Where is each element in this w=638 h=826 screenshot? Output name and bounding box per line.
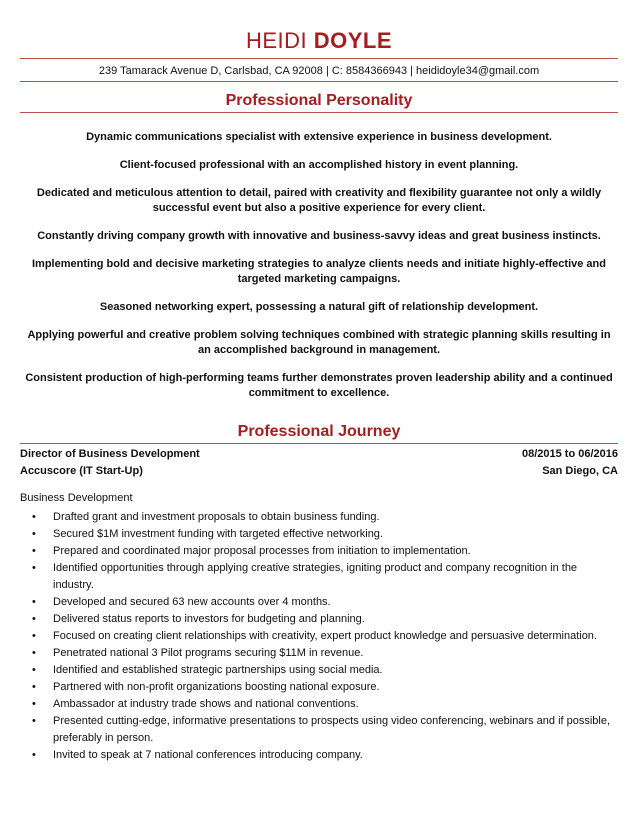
job-dates: 08/2015 to 06/2016 <box>521 448 618 460</box>
bullet-icon: • <box>32 647 36 659</box>
personality-divider <box>20 112 618 113</box>
header-divider <box>20 58 618 59</box>
bullet-icon: • <box>32 545 36 557</box>
job-duties-list <box>20 509 618 764</box>
bullet-icon: • <box>32 698 36 710</box>
duty-text: Prepared and coordinated major proposal processes from initiation to implementation. <box>53 545 471 557</box>
bullet-icon: • <box>32 613 36 625</box>
job-position: Director of Business Development <box>20 448 200 460</box>
bullet-icon: • <box>32 511 36 523</box>
duty-text: Penetrated national 3 Pilot programs securing $11M in revenue. <box>53 647 364 659</box>
duty-text: Focused on creating client relationships with creativity, expert product knowledge and persuasive determination. <box>53 630 597 642</box>
duty-text: Drafted grant and investment proposals to obtain business funding. <box>53 511 380 523</box>
duty-text: Presented cutting-edge, informative presentations to prospects using video conferencing, webinars and if possible, preferably in person. <box>53 715 611 744</box>
first-name: HEIDI <box>245 28 308 53</box>
job-entry <box>20 446 618 764</box>
bullet-icon: • <box>32 528 36 540</box>
personality-statement: Applying powerful and creative problem solving techniques combined with strategic planning skills resulting in an accomplished background in management. <box>27 329 611 356</box>
duty-item <box>20 611 618 628</box>
bullet-icon: • <box>32 749 36 761</box>
candidate-name <box>20 27 618 55</box>
contact-divider <box>20 81 618 82</box>
duty-item <box>20 543 618 560</box>
duty-text: Identified opportunities through applying creative strategies, igniting product and company recognition in the industry. <box>53 562 578 591</box>
job-company-row <box>20 463 618 480</box>
duty-text: Partnered with non-profit organizations boosting national exposure. <box>53 681 380 693</box>
job-header-row <box>20 446 618 463</box>
duty-item <box>20 526 618 543</box>
duty-text: Ambassador at industry trade shows and national conventions. <box>53 698 359 710</box>
job-company: Accuscore (IT Start-Up) <box>20 465 143 477</box>
section-title-personality: Professional Personality <box>225 92 413 109</box>
duty-item <box>20 696 618 713</box>
resume-page <box>20 0 618 764</box>
personality-statement: Consistent production of high-performing teams further demonstrates proven leadership ability and a continued commitment to excellence. <box>25 372 613 399</box>
job-department: Business Development <box>20 492 133 504</box>
personality-statement: Dedicated and meticulous attention to detail, paired with creativity and flexibility guarantee not only a wildly successful event but also a positive experience for every client. <box>36 187 602 214</box>
duty-text: Secured $1M investment funding with targeted effective networking. <box>53 528 383 540</box>
duty-item <box>20 560 618 594</box>
duty-item <box>20 509 618 526</box>
duty-item <box>20 628 618 645</box>
personality-statement: Client-focused professional with an accomplished history in event planning. <box>119 159 519 171</box>
personality-statement: Dynamic communications specialist with extensive experience in business development. <box>86 131 552 143</box>
personality-statement: Seasoned networking expert, possessing a natural gift of relationship development. <box>99 301 539 313</box>
duty-text: Delivered status reports to investors for budgeting and planning. <box>53 613 365 625</box>
duty-item <box>20 594 618 611</box>
duty-item <box>20 679 618 696</box>
personality-statement: Implementing bold and decisive marketing strategies to analyze clients needs and initiate highly-effective and targeted marketing campaigns. <box>32 258 606 285</box>
section-title-journey: Professional Journey <box>237 423 401 440</box>
personality-statements <box>20 130 618 401</box>
duty-item <box>20 645 618 662</box>
duty-text: Developed and secured 63 new accounts over 4 months. <box>53 596 331 608</box>
job-location: San Diego, CA <box>542 465 618 477</box>
bullet-icon: • <box>32 596 36 608</box>
duty-item <box>20 747 618 764</box>
bullet-icon: • <box>32 630 36 642</box>
bullet-icon: • <box>32 562 36 574</box>
journey-divider <box>20 443 618 444</box>
contact-line: 239 Tamarack Avenue D, Carlsbad, CA 92008 | C: 8584366943 | heididoyle34@gmail.com <box>98 65 540 77</box>
duty-item <box>20 713 618 747</box>
bullet-icon: • <box>32 664 36 676</box>
duty-item <box>20 662 618 679</box>
bullet-icon: • <box>32 715 36 727</box>
personality-statement: Constantly driving company growth with innovative and business-savvy ideas and great business instincts. <box>37 230 601 242</box>
duty-text: Identified and established strategic partnerships using social media. <box>53 664 383 676</box>
duty-text: Invited to speak at 7 national conferences introducing company. <box>53 749 363 761</box>
bullet-icon: • <box>32 681 36 693</box>
last-name: DOYLE <box>313 28 393 53</box>
